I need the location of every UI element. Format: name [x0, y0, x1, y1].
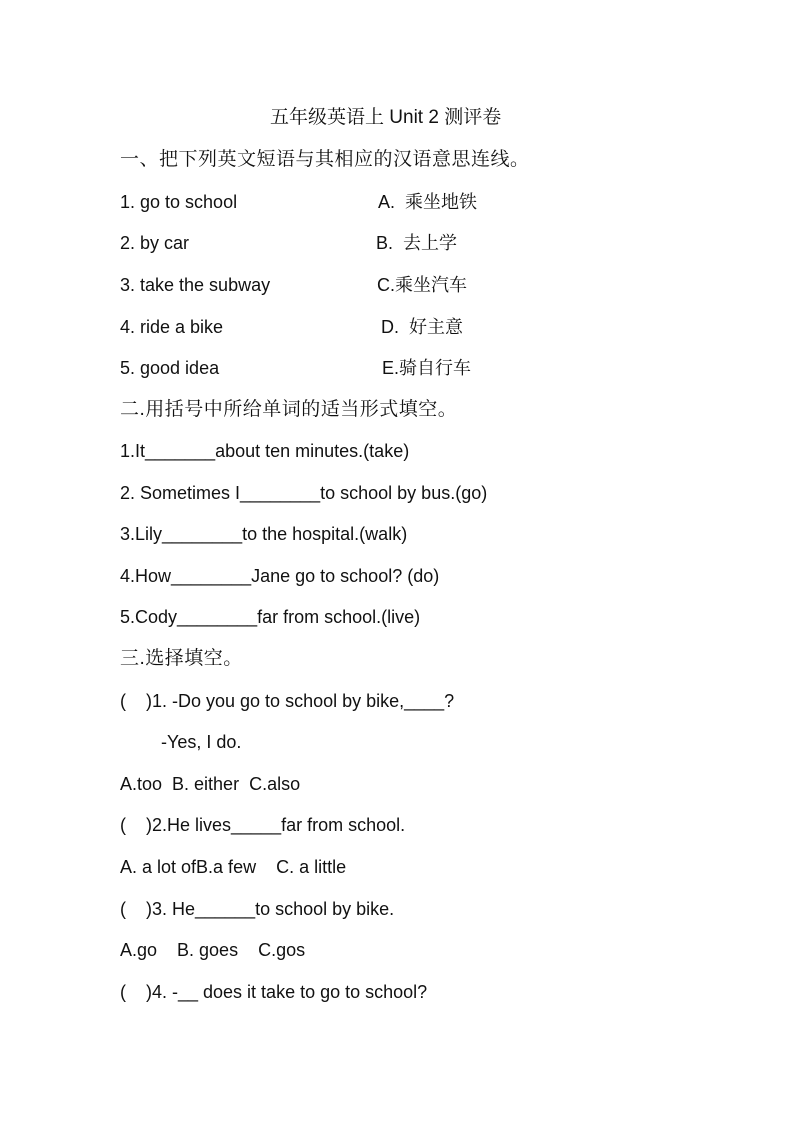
choice-question-4: ( )4. -__ does it take to go to school? — [120, 982, 428, 1002]
choice-question-1: ( )1. -Do you go to school by bike,____? — [120, 691, 455, 711]
section2-heading: 二.用括号中所给单词的适当形式填空。 — [120, 399, 458, 420]
fill-item-2: 2. Sometimes I________to school by bus.(go) — [120, 483, 488, 503]
match-left-4: 4. ride a bike — [120, 317, 224, 337]
choice-question-2: ( )2.He lives_____far from school. — [120, 815, 406, 835]
section1-heading: 一、把下列英文短语与其相应的汉语意思连线。 — [120, 149, 530, 170]
match-left-5: 5. good idea — [120, 358, 220, 378]
choice-options-2: A. a lot ofB.a few C. a little — [120, 857, 347, 877]
match-left-1: 1. go to school — [120, 192, 238, 212]
match-left-2: 2. by car — [120, 233, 190, 253]
page-title: 五年级英语上 Unit 2 测评卷 — [270, 107, 502, 128]
fill-item-1: 1.It_______about ten minutes.(take) — [120, 441, 410, 461]
match-left-3: 3. take the subway — [120, 275, 271, 295]
choice-question-1-answer: -Yes, I do. — [161, 732, 242, 752]
choice-question-3: ( )3. He______to school by bike. — [120, 899, 395, 919]
fill-item-5: 5.Cody________far from school.(live) — [120, 607, 421, 627]
match-right-b: B. 去上学 — [376, 233, 458, 253]
match-right-d: D. 好主意 — [381, 317, 464, 337]
section3-heading: 三.选择填空。 — [120, 648, 243, 669]
fill-item-3: 3.Lily________to the hospital.(walk) — [120, 524, 408, 544]
fill-item-4: 4.How________Jane go to school? (do) — [120, 566, 440, 586]
choice-options-3: A.go B. goes C.gos — [120, 940, 306, 960]
match-right-a: A. 乘坐地铁 — [378, 192, 478, 212]
choice-options-1: A.too B. either C.also — [120, 774, 301, 794]
match-right-e: E.骑自行车 — [382, 358, 472, 378]
match-right-c: C.乘坐汽车 — [377, 275, 467, 295]
